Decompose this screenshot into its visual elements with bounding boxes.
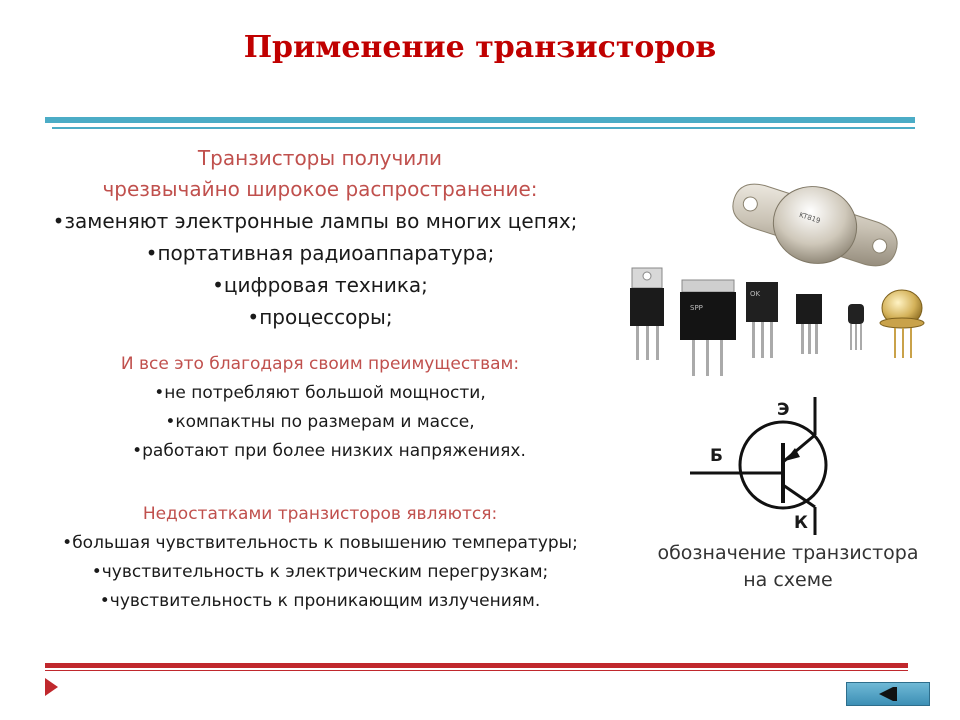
collector-label: К [794,513,808,533]
applications-heading-line1: Транзисторы получили [197,146,443,170]
back-button[interactable] [846,682,930,706]
disadvantages-section [0,500,640,616]
transistor-photo [610,170,955,380]
bottom-rule-thin [45,670,908,671]
advantage-item: • компактны по размерам и массе, [0,408,640,437]
base-label: Б [710,446,723,466]
advantages-heading: И все это благодаря своим преимуществам: [120,354,520,374]
svg-text:SPP: SPP [690,304,703,312]
applications-heading-line2: чрезвычайно широкое распространение: [102,177,538,201]
advantages-section [0,350,640,466]
svg-text:KT819: KT819 [798,210,822,226]
advantage-item: • работают при более низких напряжениях. [18,437,640,466]
schematic-caption-line1: обозначение транзистора [657,542,919,564]
disadvantage-item: • большая чувствительность к повышению температуры; [0,529,640,558]
bottom-rule [45,663,908,668]
application-item: • процессоры; [0,301,640,333]
play-icon[interactable] [45,678,58,696]
applications-section [0,143,640,333]
top-rule-thin [52,127,915,129]
top-rule [45,117,915,123]
back-arrow-icon [879,687,893,701]
disadvantage-item: • чувствительность к электрическим перегрузкам; [0,558,640,587]
back-arrow-bar [893,687,897,701]
disadvantages-heading: Недостатками транзисторов являются: [142,504,498,524]
advantage-item: • не потребляют большой мощности, [0,379,640,408]
application-item: • цифровая техника; [0,269,640,301]
emitter-label: Э [777,400,790,420]
schematic-caption [648,540,928,594]
application-item: • заменяют электронные лампы во многих цепях; [0,205,640,237]
slide-title: Применение транзисторов [243,30,717,65]
disadvantage-item: • чувствительность к проникающим излучениям. [0,587,640,616]
application-item: • портативная радиоаппаратура; [0,237,640,269]
svg-text:OK: OK [750,290,761,298]
schematic-caption-line2: на схеме [743,569,833,591]
